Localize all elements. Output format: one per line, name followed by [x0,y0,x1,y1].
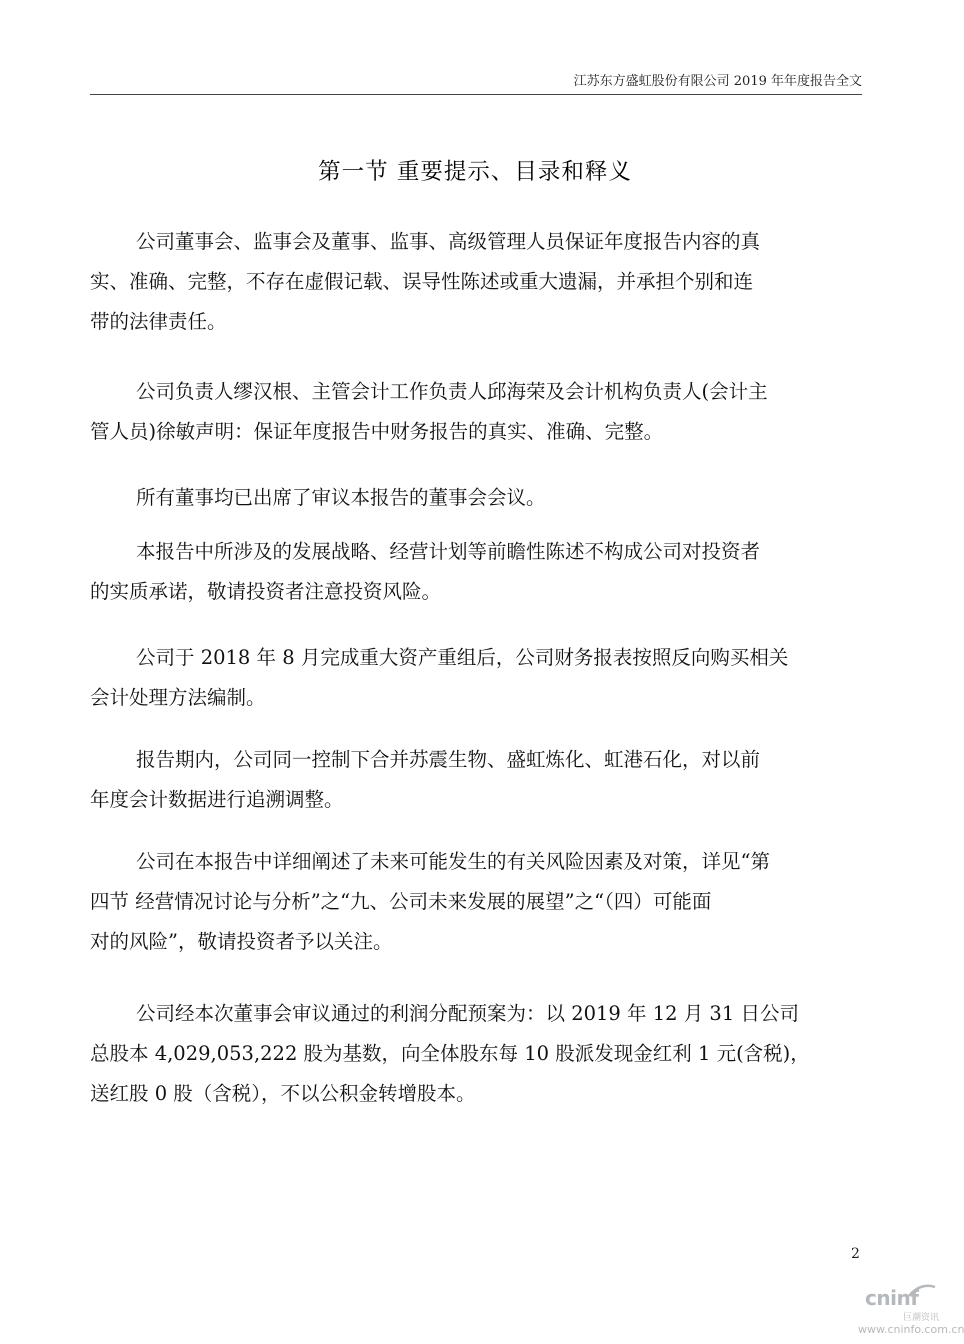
paragraph-directors-attendance [90,478,860,518]
paragraph-line: 公司于 2018 年 8 月完成重大资产重组后，公司财务报表按照反向购买相关 [136,646,789,669]
paragraph-consolidation [90,740,860,820]
paragraph-disclaimer-board [90,222,860,342]
paragraph-line: 所有董事均已出席了审议本报告的董事会会议。 [136,486,546,509]
header-title: 江苏东方盛虹股份有限公司 2019 年年度报告全文 [573,74,862,89]
paragraph-line: 的实质承诺，敬请投资者注意投资风险。 [90,580,442,603]
watermark-url: www.cninfo.com.cn [858,1323,964,1336]
paragraph-line: 对的风险”，敬请投资者予以关注。 [90,930,393,953]
paragraph-profit-distribution [90,994,860,1114]
paragraph-line: 送红股 0 股（含税），不以公积金转增股本。 [90,1082,476,1105]
paragraph-responsible-persons [90,372,860,452]
page-number: 2 [851,1246,860,1262]
paragraph-line: 总股本 4,029,053,222 股为基数，向全体股东每 10 股派发现金红利 1 元(含税)， [90,1042,810,1065]
section-title: 第一节 重要提示、目录和释义 [318,159,632,185]
paragraph-line: 带的法律责任。 [90,310,227,333]
paragraph-line: 公司负责人缪汉根、主管会计工作负责人邱海荣及会计机构负责人(会计主 [136,380,768,403]
paragraph-reorganization [90,638,860,718]
watermark-sub: 巨潮资讯 [903,1313,940,1323]
paragraph-line: 会计处理方法编制。 [90,686,266,709]
paragraph-line: 公司在本报告中详细阐述了未来可能发生的有关风险因素及对策，详见“第 [136,850,770,873]
paragraph-line: 公司董事会、监事会及董事、监事、高级管理人员保证年度报告内容的真 [136,230,761,253]
page-header [90,70,862,95]
watermark-logo: cninf [865,1286,919,1310]
paragraph-line: 实、准确、完整，不存在虚假记载、误导性陈述或重大遗漏，并承担个别和连 [90,270,754,293]
paragraph-line: 四节 经营情况讨论与分析”之“九、公司未来发展的展望”之“（四）可能面 [90,890,712,913]
paragraph-line: 本报告中所涉及的发展战略、经营计划等前瞻性陈述不构成公司对投资者 [136,540,761,563]
cninfo-watermark [845,1284,964,1340]
paragraph-line: 年度会计数据进行追溯调整。 [90,788,344,811]
paragraph-risk-factors [90,842,860,962]
paragraph-line: 公司经本次董事会审议通过的利润分配预案为：以 2019 年 12 月 31 日公司 [136,1002,799,1025]
paragraph-line: 管人员)徐敏声明：保证年度报告中财务报告的真实、准确、完整。 [90,420,664,443]
paragraph-line: 报告期内，公司同一控制下合并苏震生物、盛虹炼化、虹港石化，对以前 [136,748,761,771]
paragraph-forward-looking [90,532,860,612]
